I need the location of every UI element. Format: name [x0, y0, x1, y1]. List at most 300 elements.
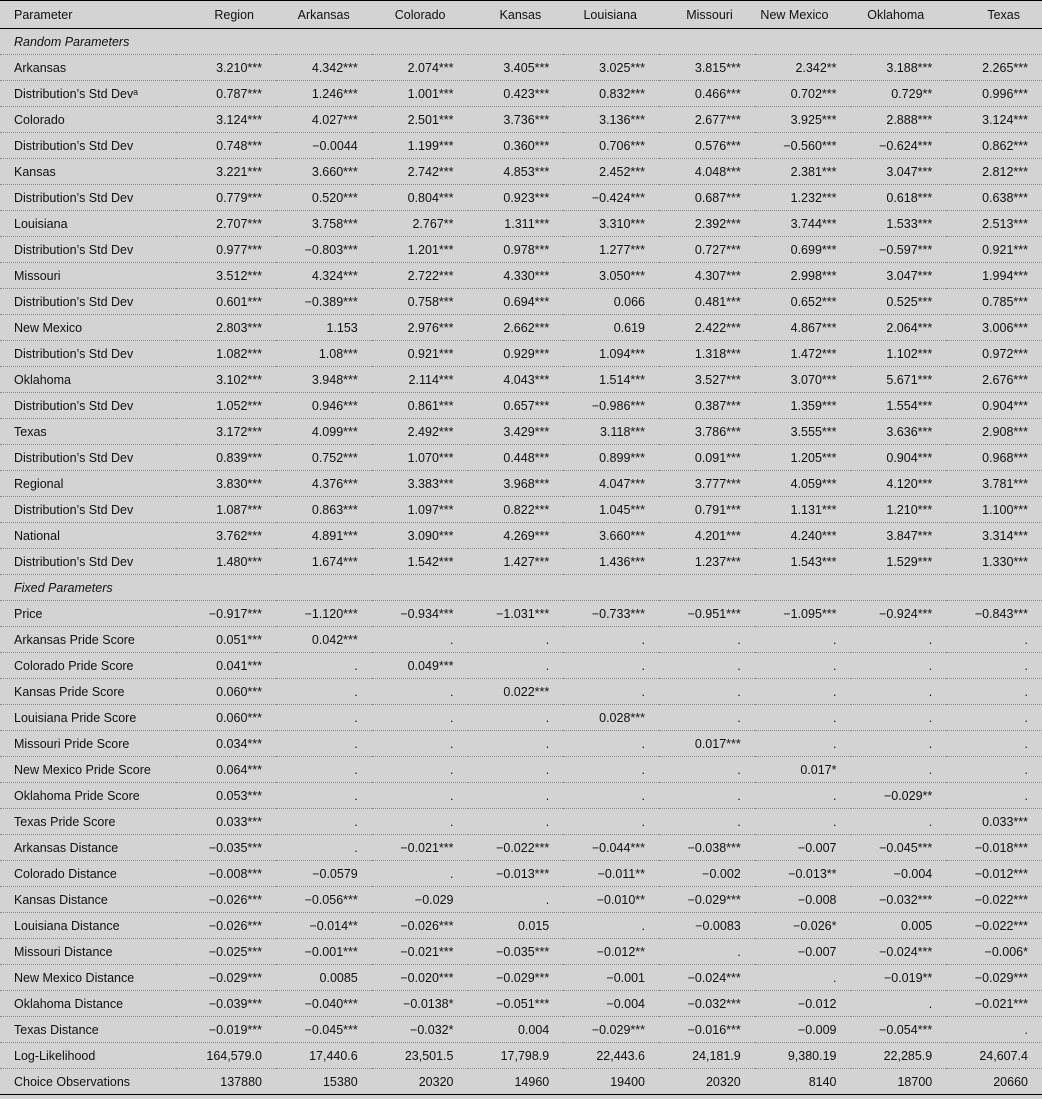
table-row: [0, 81, 1042, 107]
table-cell: 0.053***: [176, 783, 276, 809]
table-cell: −0.007: [755, 835, 851, 861]
table-cell: .: [276, 679, 372, 705]
table-cell: 0.064***: [176, 757, 276, 783]
table-cell: −0.018***: [946, 835, 1042, 861]
table-cell: 1.087***: [176, 497, 276, 523]
table-cell: −0.733***: [563, 601, 659, 627]
table-row: [0, 601, 1042, 627]
table-cell: 0.899***: [563, 445, 659, 471]
table-row: [0, 705, 1042, 731]
table-cell: .: [755, 705, 851, 731]
table-cell: −0.002: [659, 861, 755, 887]
column-header: Texas: [946, 1, 1042, 29]
table-cell: 0.466***: [659, 81, 755, 107]
table-cell: −1.031***: [468, 601, 564, 627]
table-cell: 1.543***: [755, 549, 851, 575]
table-cell: 14960: [468, 1069, 564, 1095]
table-cell: −0.006*: [946, 939, 1042, 965]
table-cell: 3.118***: [563, 419, 659, 445]
table-cell: 0.033***: [176, 809, 276, 835]
table-cell: 1.102***: [851, 341, 947, 367]
table-cell: 1.201***: [372, 237, 468, 263]
table-cell: 0.525***: [851, 289, 947, 315]
table-cell: 0.972***: [946, 341, 1042, 367]
column-header: Louisiana: [563, 1, 659, 29]
table-cell: .: [468, 705, 564, 731]
column-header: Arkansas: [276, 1, 372, 29]
table-cell: 17,440.6: [276, 1043, 372, 1069]
table-cell: 0.863***: [276, 497, 372, 523]
table-cell: 0.729**: [851, 81, 947, 107]
table-row: [0, 835, 1042, 861]
table-cell: .: [372, 679, 468, 705]
table-row: [0, 549, 1042, 575]
row-label: Distribution’s Std Dev: [0, 497, 176, 523]
table-cell: 3.925***: [755, 107, 851, 133]
table-cell: 2.908***: [946, 419, 1042, 445]
table-cell: −0.597***: [851, 237, 947, 263]
table-row: [0, 809, 1042, 835]
table-cell: 0.423***: [468, 81, 564, 107]
table-row: [0, 107, 1042, 133]
table-cell: −0.035***: [468, 939, 564, 965]
table-row: [0, 211, 1042, 237]
table-cell: 0.051***: [176, 627, 276, 653]
table-cell: .: [755, 653, 851, 679]
table-cell: 24,181.9: [659, 1043, 755, 1069]
table-cell: −0.013**: [755, 861, 851, 887]
table-cell: .: [755, 627, 851, 653]
table-cell: 0.706***: [563, 133, 659, 159]
table-cell: −0.019***: [176, 1017, 276, 1043]
table-cell: 2.662***: [468, 315, 564, 341]
table-cell: 2.452***: [563, 159, 659, 185]
table-cell: 4.269***: [468, 523, 564, 549]
table-cell: 0.861***: [372, 393, 468, 419]
table-cell: −0.424***: [563, 185, 659, 211]
table-cell: 3.090***: [372, 523, 468, 549]
table-cell: .: [468, 653, 564, 679]
table-cell: 20320: [659, 1069, 755, 1095]
table-cell: .: [468, 809, 564, 835]
table-cell: −0.024***: [851, 939, 947, 965]
table-cell: 2.767**: [372, 211, 468, 237]
table-row: [0, 237, 1042, 263]
table-cell: .: [851, 809, 947, 835]
table-cell: 3.188***: [851, 55, 947, 81]
table-cell: 4.027***: [276, 107, 372, 133]
table-cell: 4.342***: [276, 55, 372, 81]
row-label: Louisiana Distance: [0, 913, 176, 939]
table-row: [0, 419, 1042, 445]
table-cell: .: [372, 809, 468, 835]
table-cell: 2.998***: [755, 263, 851, 289]
table-cell: .: [755, 679, 851, 705]
table-cell: 3.527***: [659, 367, 755, 393]
table-cell: 164,579.0: [176, 1043, 276, 1069]
table-cell: .: [372, 757, 468, 783]
table-cell: −0.0579: [276, 861, 372, 887]
table-cell: 3.210***: [176, 55, 276, 81]
table-cell: .: [563, 731, 659, 757]
column-header: New Mexico: [755, 1, 851, 29]
table-cell: 1.08***: [276, 341, 372, 367]
row-label: Missouri Distance: [0, 939, 176, 965]
table-cell: −1.095***: [755, 601, 851, 627]
table-cell: 0.005: [851, 913, 947, 939]
table-cell: .: [946, 757, 1042, 783]
table-cell: −0.001***: [276, 939, 372, 965]
table-row: [0, 133, 1042, 159]
table-row: [0, 939, 1042, 965]
row-label: National: [0, 523, 176, 549]
row-label: Missouri: [0, 263, 176, 289]
table-cell: −0.029***: [176, 965, 276, 991]
table-cell: −0.389***: [276, 289, 372, 315]
table-cell: 0.978***: [468, 237, 564, 263]
table-cell: −0.044***: [563, 835, 659, 861]
table-cell: 1.554***: [851, 393, 947, 419]
table-cell: 24,607.4: [946, 1043, 1042, 1069]
table-cell: −0.924***: [851, 601, 947, 627]
table-cell: .: [946, 653, 1042, 679]
table-cell: −0.012: [755, 991, 851, 1017]
table-cell: 0.041***: [176, 653, 276, 679]
table-cell: 2.074***: [372, 55, 468, 81]
table-cell: 3.636***: [851, 419, 947, 445]
row-label: Price: [0, 601, 176, 627]
row-label: Kansas: [0, 159, 176, 185]
table-cell: −0.021***: [372, 835, 468, 861]
table-cell: 0.481***: [659, 289, 755, 315]
row-label: Distribution’s Std Devᵃ: [0, 81, 176, 107]
table-cell: −0.026*: [755, 913, 851, 939]
row-label: Arkansas: [0, 55, 176, 81]
table-cell: 3.136***: [563, 107, 659, 133]
table-cell: 0.652***: [755, 289, 851, 315]
table-cell: 1.094***: [563, 341, 659, 367]
table-cell: .: [468, 627, 564, 653]
table-cell: 0.004: [468, 1017, 564, 1043]
table-cell: .: [468, 731, 564, 757]
table-row: [0, 315, 1042, 341]
table-cell: .: [372, 705, 468, 731]
table-cell: −0.045***: [276, 1017, 372, 1043]
row-label: New Mexico Distance: [0, 965, 176, 991]
table-cell: 4.891***: [276, 523, 372, 549]
table-cell: 0.0085: [276, 965, 372, 991]
table-cell: .: [659, 809, 755, 835]
table-cell: .: [276, 809, 372, 835]
table-cell: −0.056***: [276, 887, 372, 913]
table-cell: 1.542***: [372, 549, 468, 575]
table-cell: 4.099***: [276, 419, 372, 445]
table-cell: −0.038***: [659, 835, 755, 861]
table-cell: −0.026***: [176, 887, 276, 913]
table-cell: 3.102***: [176, 367, 276, 393]
table-cell: 1.359***: [755, 393, 851, 419]
table-cell: 0.520***: [276, 185, 372, 211]
table-row: [0, 523, 1042, 549]
table-cell: −0.011**: [563, 861, 659, 887]
table-cell: 2.513***: [946, 211, 1042, 237]
table-cell: 0.033***: [946, 809, 1042, 835]
table-cell: 0.601***: [176, 289, 276, 315]
row-label: Oklahoma Distance: [0, 991, 176, 1017]
table-cell: .: [851, 679, 947, 705]
table-cell: −0.010**: [563, 887, 659, 913]
table-cell: −0.560***: [755, 133, 851, 159]
table-cell: .: [563, 679, 659, 705]
table-cell: −0.803***: [276, 237, 372, 263]
table-cell: −0.0138*: [372, 991, 468, 1017]
table-cell: 2.064***: [851, 315, 947, 341]
table-cell: 3.310***: [563, 211, 659, 237]
table-cell: 1.131***: [755, 497, 851, 523]
table-cell: −0.025***: [176, 939, 276, 965]
table-cell: 3.555***: [755, 419, 851, 445]
table-cell: 0.699***: [755, 237, 851, 263]
table-row: [0, 653, 1042, 679]
row-label: Colorado Pride Score: [0, 653, 176, 679]
table-cell: 4.120***: [851, 471, 947, 497]
row-label: Log-Likelihood: [0, 1043, 176, 1069]
table-cell: 0.996***: [946, 81, 1042, 107]
table-row: [0, 341, 1042, 367]
table-cell: .: [563, 809, 659, 835]
table-cell: −0.012**: [563, 939, 659, 965]
table-cell: 3.660***: [563, 523, 659, 549]
table-cell: −0.054***: [851, 1017, 947, 1043]
table-cell: 8140: [755, 1069, 851, 1095]
table-cell: .: [946, 679, 1042, 705]
table-cell: 4.043***: [468, 367, 564, 393]
table-cell: −0.022***: [946, 887, 1042, 913]
table-cell: 3.405***: [468, 55, 564, 81]
table-cell: 0.929***: [468, 341, 564, 367]
table-cell: .: [755, 731, 851, 757]
table-cell: −0.022***: [946, 913, 1042, 939]
table-cell: 20660: [946, 1069, 1042, 1095]
row-label: Distribution’s Std Dev: [0, 341, 176, 367]
table-cell: −0.0083: [659, 913, 755, 939]
table-cell: 3.968***: [468, 471, 564, 497]
table-cell: 2.492***: [372, 419, 468, 445]
table-cell: .: [276, 835, 372, 861]
table-cell: .: [946, 705, 1042, 731]
section-header-row: [0, 29, 1042, 55]
table-cell: 22,443.6: [563, 1043, 659, 1069]
table-cell: −0.024***: [659, 965, 755, 991]
table-row: [0, 367, 1042, 393]
table-cell: 1.232***: [755, 185, 851, 211]
table-cell: 2.265***: [946, 55, 1042, 81]
table-cell: 2.888***: [851, 107, 947, 133]
table-cell: 1.529***: [851, 549, 947, 575]
table-cell: 0.448***: [468, 445, 564, 471]
table-cell: 4.201***: [659, 523, 755, 549]
table-cell: −0.019**: [851, 965, 947, 991]
table-cell: .: [276, 757, 372, 783]
table-cell: .: [851, 757, 947, 783]
table-cell: −0.009: [755, 1017, 851, 1043]
table-cell: .: [851, 705, 947, 731]
table-cell: 2.114***: [372, 367, 468, 393]
table-cell: 22,285.9: [851, 1043, 947, 1069]
table-row: [0, 393, 1042, 419]
row-label: Arkansas Pride Score: [0, 627, 176, 653]
table-cell: 1.533***: [851, 211, 947, 237]
table-cell: 3.777***: [659, 471, 755, 497]
table-cell: −0.021***: [946, 991, 1042, 1017]
table-cell: 137880: [176, 1069, 276, 1095]
table-cell: 1.318***: [659, 341, 755, 367]
table-cell: 3.948***: [276, 367, 372, 393]
table-cell: 3.221***: [176, 159, 276, 185]
table-cell: 3.172***: [176, 419, 276, 445]
table-cell: 2.742***: [372, 159, 468, 185]
table-cell: 0.946***: [276, 393, 372, 419]
header-row: [0, 1, 1042, 29]
table-cell: 2.381***: [755, 159, 851, 185]
table-cell: 0.785***: [946, 289, 1042, 315]
table-cell: −0.008: [755, 887, 851, 913]
table-cell: 2.501***: [372, 107, 468, 133]
table-cell: 0.017***: [659, 731, 755, 757]
table-cell: −0.032***: [659, 991, 755, 1017]
table-cell: 0.791***: [659, 497, 755, 523]
table-row: [0, 783, 1042, 809]
row-label: Distribution’s Std Dev: [0, 549, 176, 575]
table-cell: 0.822***: [468, 497, 564, 523]
table-cell: −0.843***: [946, 601, 1042, 627]
table-cell: 1.070***: [372, 445, 468, 471]
row-label: Distribution’s Std Dev: [0, 445, 176, 471]
table-row: [0, 991, 1042, 1017]
row-label: Distribution’s Std Dev: [0, 237, 176, 263]
table-row: [0, 913, 1042, 939]
table-cell: 19400: [563, 1069, 659, 1095]
table-cell: 1.205***: [755, 445, 851, 471]
table-cell: 2.812***: [946, 159, 1042, 185]
table-cell: 0.638***: [946, 185, 1042, 211]
table-cell: 3.736***: [468, 107, 564, 133]
table-cell: .: [276, 653, 372, 679]
table-cell: .: [276, 705, 372, 731]
table-cell: 4.330***: [468, 263, 564, 289]
table-cell: −0.012***: [946, 861, 1042, 887]
table-cell: 3.047***: [851, 263, 947, 289]
table-cell: 5.671***: [851, 367, 947, 393]
table-row: [0, 861, 1042, 887]
table-cell: −0.934***: [372, 601, 468, 627]
table-row: [0, 263, 1042, 289]
table-row: [0, 757, 1042, 783]
table-cell: 0.060***: [176, 679, 276, 705]
table-cell: .: [276, 731, 372, 757]
table-cell: 2.392***: [659, 211, 755, 237]
table-cell: .: [946, 627, 1042, 653]
table-cell: 2.676***: [946, 367, 1042, 393]
table-cell: 1.330***: [946, 549, 1042, 575]
row-label: Distribution’s Std Dev: [0, 393, 176, 419]
table-cell: 2.976***: [372, 315, 468, 341]
column-header: Colorado: [372, 1, 468, 29]
table-cell: .: [372, 783, 468, 809]
table-cell: 4.059***: [755, 471, 851, 497]
table-cell: −0.040***: [276, 991, 372, 1017]
column-header: Parameter: [0, 1, 176, 29]
table-cell: 4.240***: [755, 523, 851, 549]
table-cell: 1.199***: [372, 133, 468, 159]
table-cell: 1.100***: [946, 497, 1042, 523]
table-cell: 0.832***: [563, 81, 659, 107]
table-row: [0, 185, 1042, 211]
section-title: Fixed Parameters: [0, 575, 1042, 601]
table-cell: 1.480***: [176, 549, 276, 575]
section-header-row: [0, 575, 1042, 601]
table-cell: 1.153: [276, 315, 372, 341]
table-cell: 18700: [851, 1069, 947, 1095]
row-label: Texas: [0, 419, 176, 445]
table-cell: 3.781***: [946, 471, 1042, 497]
row-label: Oklahoma Pride Score: [0, 783, 176, 809]
table-cell: 1.052***: [176, 393, 276, 419]
table-cell: 3.758***: [276, 211, 372, 237]
table-cell: .: [468, 887, 564, 913]
table-cell: 0.091***: [659, 445, 755, 471]
table-cell: 0.657***: [468, 393, 564, 419]
table-cell: 20320: [372, 1069, 468, 1095]
table-cell: .: [372, 731, 468, 757]
table-cell: −0.029***: [659, 887, 755, 913]
table-cell: .: [372, 627, 468, 653]
table-cell: −0.007: [755, 939, 851, 965]
table-cell: 0.779***: [176, 185, 276, 211]
table-cell: 0.748***: [176, 133, 276, 159]
table-cell: −0.951***: [659, 601, 755, 627]
table-cell: −0.029***: [468, 965, 564, 991]
table-cell: 1.472***: [755, 341, 851, 367]
row-label: Distribution’s Std Dev: [0, 185, 176, 211]
table-cell: .: [946, 1017, 1042, 1043]
table-cell: .: [276, 783, 372, 809]
table-cell: .: [659, 627, 755, 653]
table-cell: 1.427***: [468, 549, 564, 575]
table-cell: 3.847***: [851, 523, 947, 549]
table-cell: 3.124***: [176, 107, 276, 133]
table-cell: 3.762***: [176, 523, 276, 549]
table-cell: 9,380.19: [755, 1043, 851, 1069]
table-cell: 0.619: [563, 315, 659, 341]
table-row: [0, 55, 1042, 81]
table-cell: 0.017*: [755, 757, 851, 783]
table-cell: 3.815***: [659, 55, 755, 81]
table-cell: 3.124***: [946, 107, 1042, 133]
table-cell: 0.687***: [659, 185, 755, 211]
table-cell: 0.060***: [176, 705, 276, 731]
row-label: Colorado: [0, 107, 176, 133]
table-row: [0, 471, 1042, 497]
table-cell: .: [563, 757, 659, 783]
row-label: Colorado Distance: [0, 861, 176, 887]
table-cell: .: [563, 627, 659, 653]
table-cell: 2.803***: [176, 315, 276, 341]
row-label: Louisiana: [0, 211, 176, 237]
table-cell: −0.0044: [276, 133, 372, 159]
table-cell: 1.514***: [563, 367, 659, 393]
table-cell: .: [372, 861, 468, 887]
